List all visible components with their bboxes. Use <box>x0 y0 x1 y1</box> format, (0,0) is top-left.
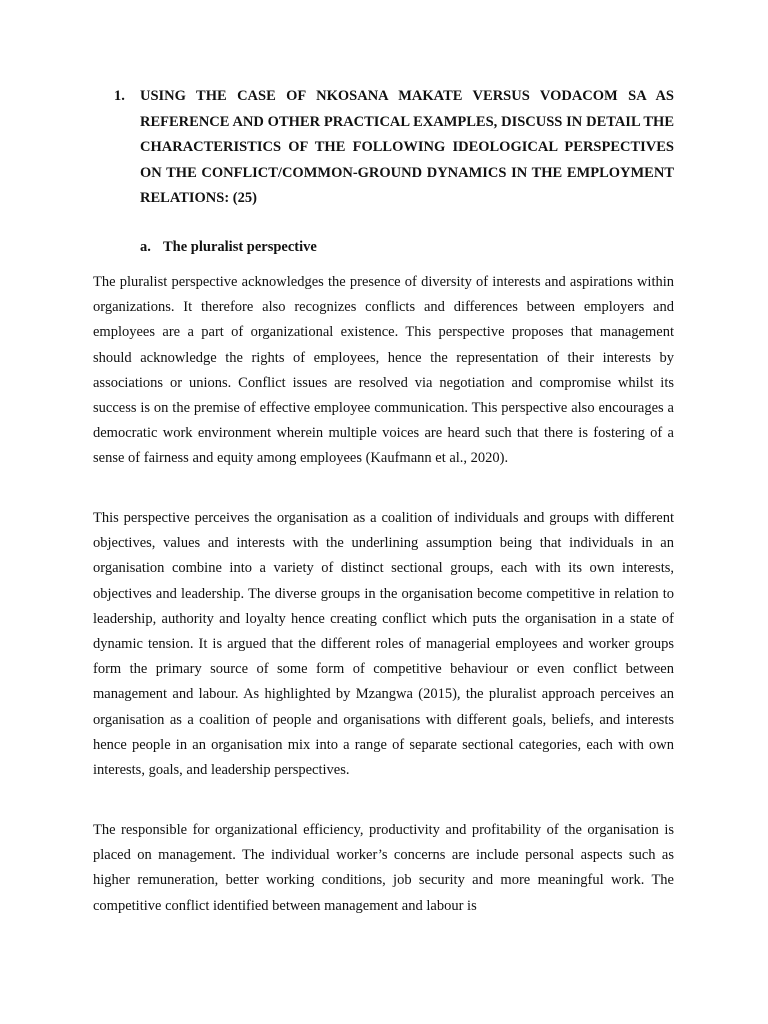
paragraph-1: The pluralist perspective acknowledges the presence of diversity of interests and aspirations within organizations. It therefore also recognizes conflicts and differences between employers and employees are a part of organizational existence. This perspective proposes that management should acknowledge the rights of employees, hence the representation of their interests by associations or unions. Conflict issues are resolved via negotiation and compromise whilst its success is on the premise of effective employee communication. This perspective also encourages a democratic work environment wherein multiple voices are heard such that there is fostering of a sense of fairness and equity among employees (Kaufmann et al., 2020). <box>93 274 674 467</box>
paragraph-2: This perspective perceives the organisation as a coalition of individuals and groups with different objectives, values and interests with the underlining assumption being that individuals in an organisation combine into a variety of distinct sectional groups, each with its own interests, objectives and leadership. The diverse groups in the organisation become competitive in relation to leadership, authority and loyalty hence creating conflict which puts the organisation in a state of dynamic tension. It is argued that the different roles of managerial employees and worker groups form the primary source of some form of competitive behaviour or even conflict between management and labour. As highlighted by Mzangwa (2015), the pluralist approach perceives an organisation as a coalition of people and organisations with different goals, beliefs, and interests hence people in an organisation mix into a range of separate sectional categories, each with own interests, goals, and leadership perspectives. <box>93 510 674 779</box>
section-subheading <box>140 235 317 259</box>
paragraph-3: The responsible for organizational efficiency, productivity and profitability of the organisation is placed on management. The individual worker’s concerns are include personal aspects such as higher remuneration, better working conditions, job security and more meaningful work. The competitive conflict identified between management and labour is <box>93 822 674 914</box>
question-heading <box>114 84 674 212</box>
subheading-letter: a. <box>140 239 151 255</box>
question-text: USING THE CASE OF NKOSANA MAKATE VERSUS VODACOM SA AS REFERENCE AND OTHER PRACTICAL EXAMPLES, DISCUSS IN DETAIL THE CHARACTERISTICS OF THE FOLLOWING IDEOLOGICAL PERSPECTIVES ON THE CONFLICT/COMMON-GROUND DYNAMICS IN THE EMPLOYMENT RELATIONS: (25) <box>140 88 674 206</box>
question-number: 1. <box>114 88 125 104</box>
subheading-title: The pluralist perspective <box>163 239 317 255</box>
